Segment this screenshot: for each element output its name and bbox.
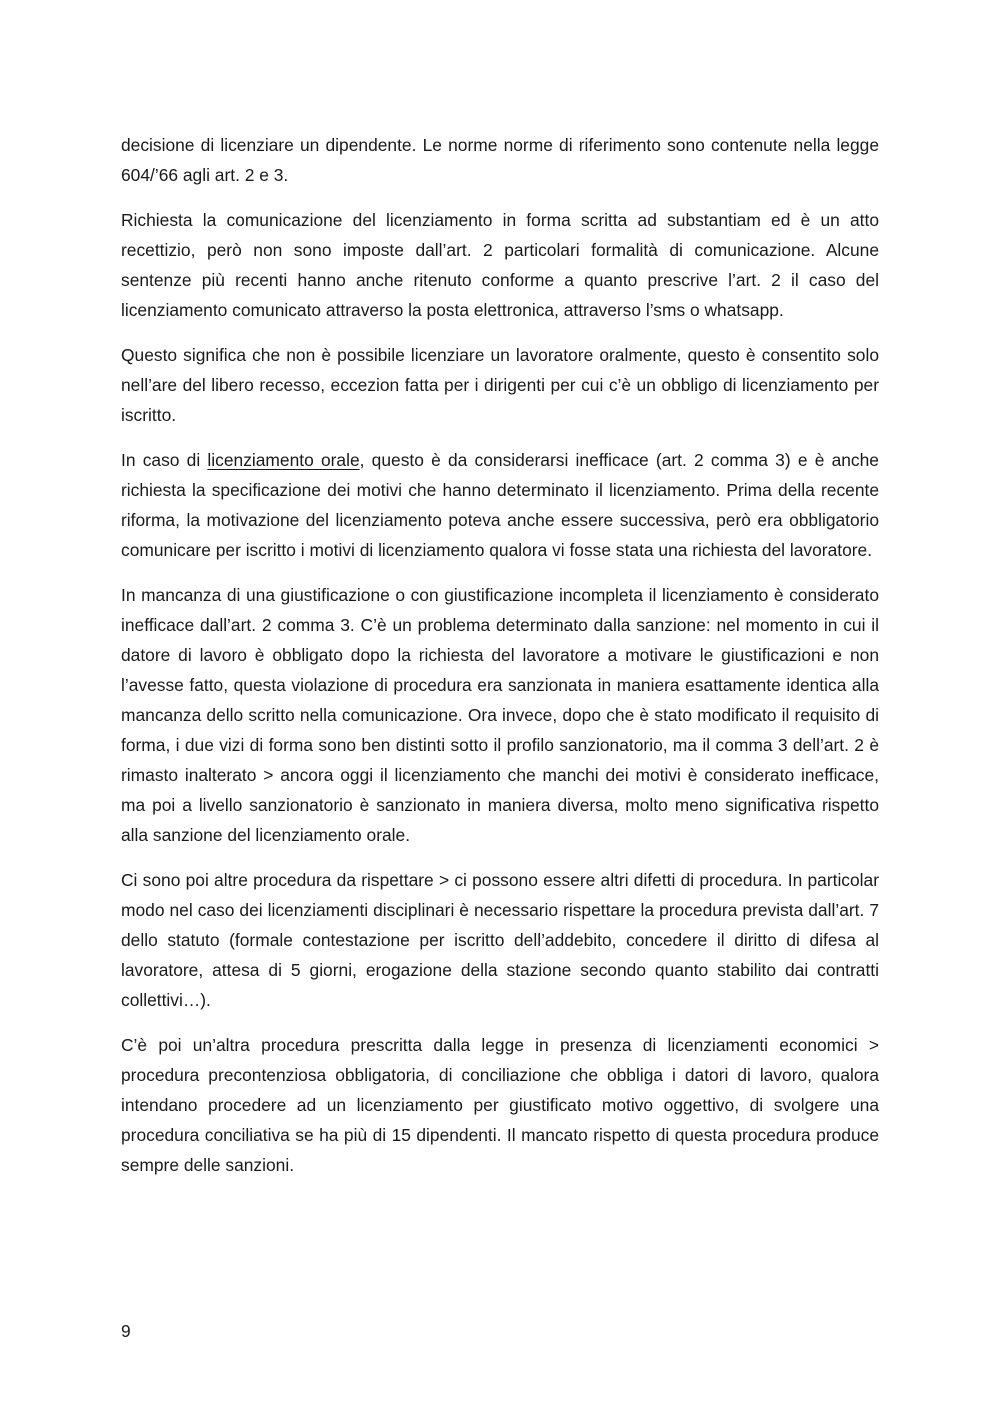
paragraph-text: In mancanza di una giustificazione o con giustificazione incompleta il licenziamento è considerato inefficace dall’art. 2 comma 3. C’è un problema determinato dalla sanzione: nel momento in cui il datore di lavoro è obbligato dopo la richiesta del lavoratore a motivare le giustificazioni e non l’avesse fatto, questa violazione di procedura era sanzionata in maniera esattamente identica alla mancanza dello scritto nella comunicazione. Ora invece, dopo che è stato modificato il requisito di forma, i due vizi di forma sono ben distinti sotto il profilo sanzionatorio, ma il comma 3 dell’art. 2 è rimasto inalterato > ancora oggi il licenziamento che manchi dei motivi è considerato inefficace, ma poi a livello sanzionatorio è sanzionato in maniera diversa, molto meno significativa rispetto alla sanzione del licenziamento orale. (121, 585, 879, 845)
paragraph (121, 445, 879, 565)
paragraph-text: Richiesta la comunicazione del licenziamento in forma scritta ad substantiam ed è un atto recettizio, però non sono imposte dall’art. 2 particolari formalità di comunicazione. Alcune sentenze più recenti hanno anche ritenuto conforme a quanto prescrive l’art. 2 il caso del licenziamento comunicato attraverso la posta elettronica, attraverso l’sms o whatsapp. (121, 210, 879, 320)
paragraph (121, 130, 879, 190)
underlined-term: licenziamento orale (207, 450, 360, 470)
page-number: 9 (121, 1321, 131, 1341)
paragraph-text: C’è poi un’altra procedura prescritta dalla legge in presenza di licenziamenti economici > procedura precontenziosa obbligatoria, di conciliazione che obbliga i datori di lavoro, qualora intendano procedere ad un licenziamento per giustificato motivo oggettivo, di svolgere una procedura conciliativa se ha più di 15 dipendenti. Il mancato rispetto di questa procedura produce sempre delle sanzioni. (121, 1035, 879, 1175)
paragraph (121, 340, 879, 430)
paragraph-text: Ci sono poi altre procedura da rispettare > ci possono essere altri difetti di procedura. In particolar modo nel caso dei licenziamenti disciplinari è necessario rispettare la procedura prevista dall’art. 7 dello statuto (formale contestazione per iscritto dell’addebito, concedere il diritto di difesa al lavoratore, attesa di 5 giorni, erogazione della stazione secondo quanto stabilito dai contratti collettivi…). (121, 870, 879, 1010)
paragraph-text: Questo significa che non è possibile licenziare un lavoratore oralmente, questo è consentito solo nell’are del libero recesso, eccezion fatta per i dirigenti per cui c’è un obbligo di licenziamento per iscritto. (121, 345, 879, 425)
paragraph (121, 1030, 879, 1180)
paragraph-text: In caso di (121, 450, 208, 470)
paragraph (121, 580, 879, 850)
paragraph (121, 865, 879, 1015)
paragraph (121, 205, 879, 325)
paragraph-text: decisione di licenziare un dipendente. Le norme norme di riferimento sono contenute nella legge 604/’66 agli art. 2 e 3. (121, 135, 879, 185)
document-body (121, 130, 879, 1195)
paragraph-text: , questo è da considerarsi inefficace (art. 2 comma 3) e è anche richiesta la specificazione dei motivi che hanno determinato il licenziamento. Prima della recente riforma, la motivazione del licenziamento poteva anche essere successiva, però era obbligatorio comunicare per iscritto i motivi di licenziamento qualora vi fosse stata una richiesta del lavoratore. (121, 450, 879, 560)
